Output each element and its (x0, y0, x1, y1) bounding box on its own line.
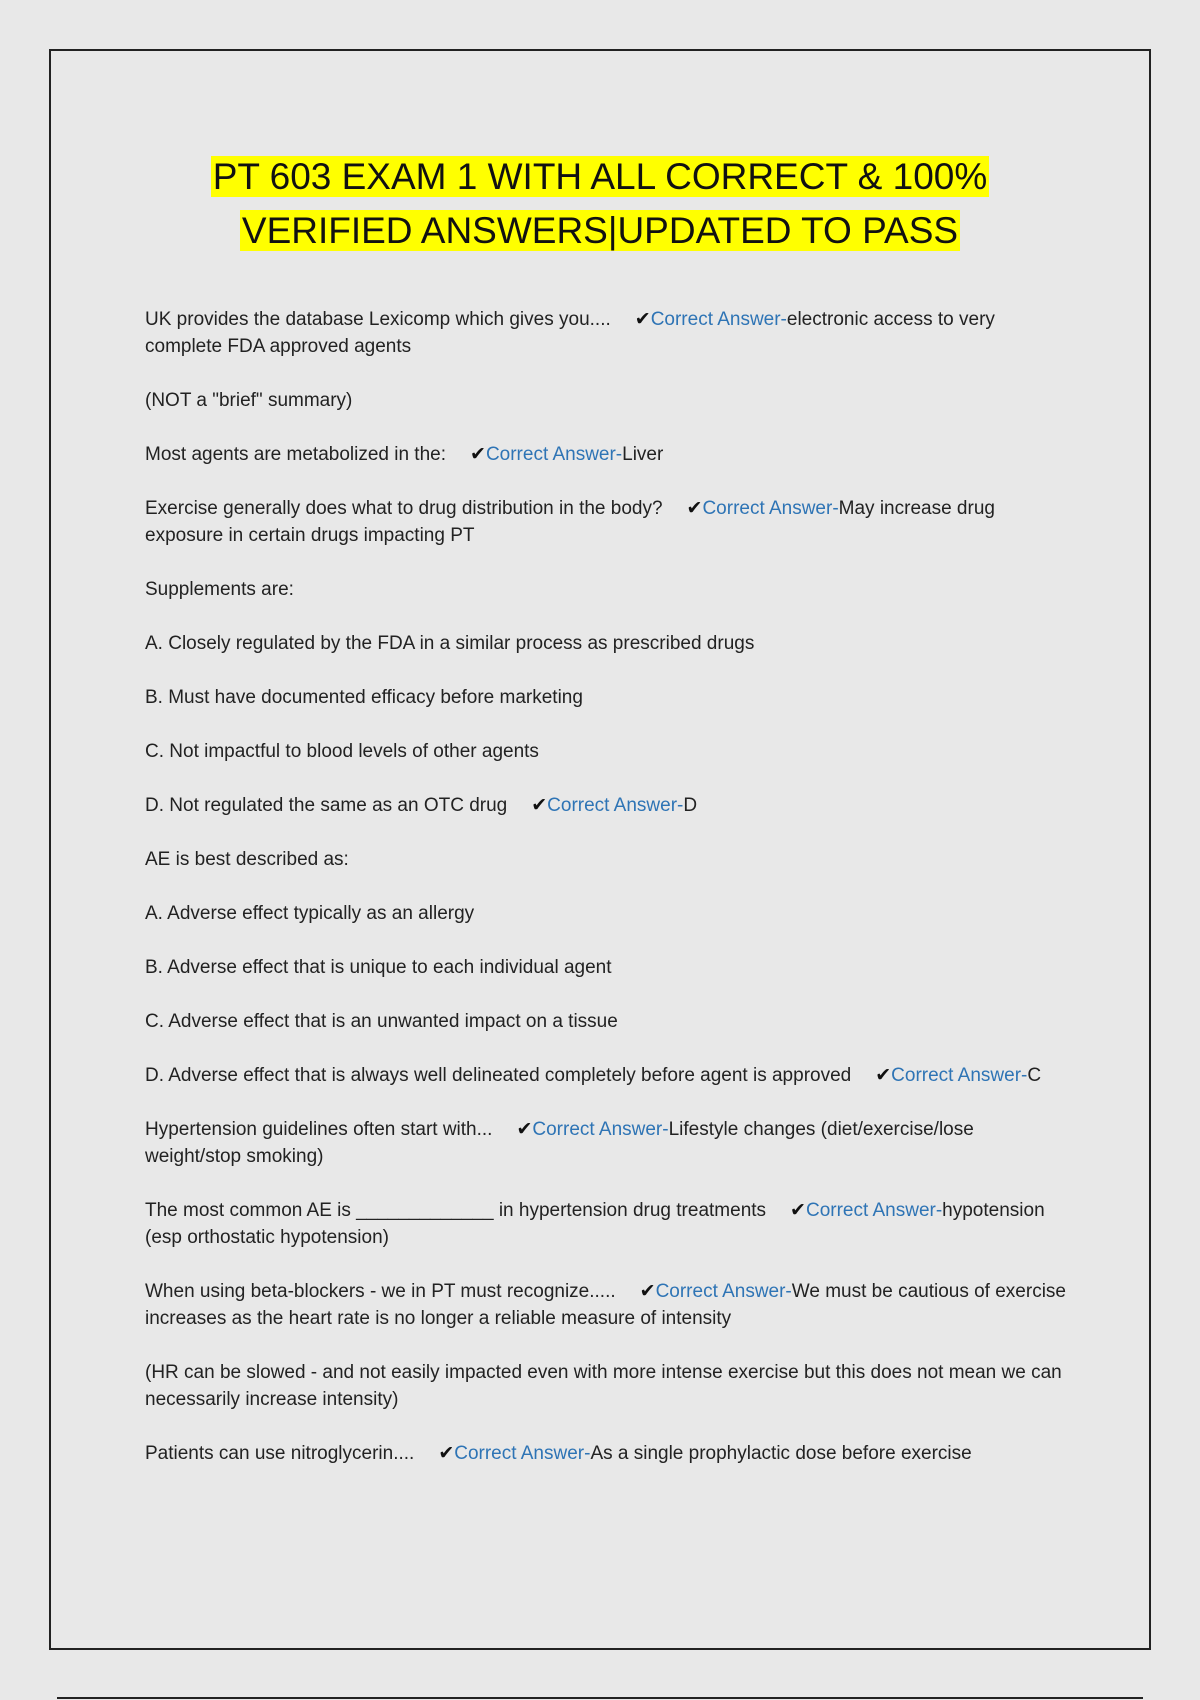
qa-item (145, 441, 1070, 468)
answer-text: As a single prophylactic dose before exercise (590, 1443, 972, 1464)
answer-text: Lifestyle changes (diet/exercise/lose weight/stop smoking) (145, 1119, 974, 1167)
qa-item (145, 1197, 1070, 1251)
answer-text: hypotension (esp orthostatic hypotension) (145, 1200, 1045, 1248)
check-icon: ✔ (639, 1281, 656, 1302)
correct-answer-label: Correct Answer- (891, 1065, 1028, 1086)
qa-item (145, 1278, 1070, 1332)
question-text: Hypertension guidelines often start with... (145, 1119, 493, 1140)
option-d (145, 792, 1070, 819)
check-icon: ✔ (790, 1200, 806, 1221)
document-title (0, 150, 1200, 258)
check-icon: ✔ (516, 1119, 533, 1140)
question-text: Patients can use nitroglycerin.... (145, 1443, 415, 1464)
answer-text: electronic access to very complete FDA approved agents (145, 309, 995, 357)
note-text: (NOT a "brief" summary) (145, 390, 353, 411)
answer-text: May increase drug exposure in certain drugs impacting PT (145, 498, 995, 546)
question-text: D. Not regulated the same as an OTC drug (145, 795, 508, 816)
correct-answer-label: Correct Answer- (805, 1200, 943, 1221)
title-line-1: PT 603 EXAM 1 WITH ALL CORRECT & 100% (212, 156, 988, 197)
answer-text: We must be cautious of exercise increases as the heart rate is no longer a reliable measure of intensity (145, 1281, 1066, 1329)
answer-text: D (683, 795, 698, 816)
next-page-edge (57, 1697, 1143, 1699)
title-line-2: VERIFIED ANSWERS|UPDATED TO PASS (241, 210, 959, 251)
option-b: B. Must have documented efficacy before marketing (145, 687, 583, 708)
note-text: (HR can be slowed - and not easily impacted even with more intense exercise but this does not mean we can necessarily increase intensity) (145, 1362, 1062, 1410)
question-text: Most agents are metabolized in the: (145, 444, 447, 465)
check-icon: ✔ (634, 309, 651, 330)
qa-content (145, 306, 1070, 1494)
question-text: When using beta-blockers - we in PT must recognize..... (145, 1281, 616, 1302)
question-text: UK provides the database Lexicomp which gives you.... (145, 309, 611, 330)
correct-answer-label: Correct Answer- (532, 1119, 669, 1140)
answer-text: Liver (622, 444, 664, 465)
question-stem: AE is best described as: (145, 849, 349, 870)
check-icon: ✔ (875, 1065, 892, 1086)
option-c: C. Adverse effect that is an unwanted impact on a tissue (145, 1011, 618, 1032)
correct-answer-label: Correct Answer- (547, 795, 684, 816)
check-icon: ✔ (470, 444, 486, 465)
check-icon: ✔ (686, 498, 703, 519)
option-c: C. Not impactful to blood levels of other agents (145, 741, 539, 762)
check-icon: ✔ (531, 795, 548, 816)
option-b: B. Adverse effect that is unique to each individual agent (145, 957, 612, 978)
correct-answer-label: Correct Answer- (650, 309, 787, 330)
correct-answer-label: Correct Answer- (702, 498, 839, 519)
answer-text: C (1027, 1065, 1042, 1086)
check-icon: ✔ (438, 1443, 455, 1464)
question-text: D. Adverse effect that is always well delineated completely before agent is approved (145, 1065, 852, 1086)
option-a: A. Closely regulated by the FDA in a similar process as prescribed drugs (145, 633, 755, 654)
qa-item (145, 306, 1070, 360)
question-text: Exercise generally does what to drug distribution in the body? (145, 498, 663, 519)
correct-answer-label: Correct Answer- (485, 444, 623, 465)
question-stem: Supplements are: (145, 579, 294, 600)
option-a: A. Adverse effect typically as an allergy (145, 903, 475, 924)
qa-item (145, 1440, 1070, 1467)
correct-answer-label: Correct Answer- (454, 1443, 591, 1464)
option-d (145, 1062, 1070, 1089)
qa-item (145, 1116, 1070, 1170)
correct-answer-label: Correct Answer- (655, 1281, 792, 1302)
question-text: The most common AE is _____________ in hypertension drug treatments (145, 1200, 767, 1221)
qa-item (145, 495, 1070, 549)
